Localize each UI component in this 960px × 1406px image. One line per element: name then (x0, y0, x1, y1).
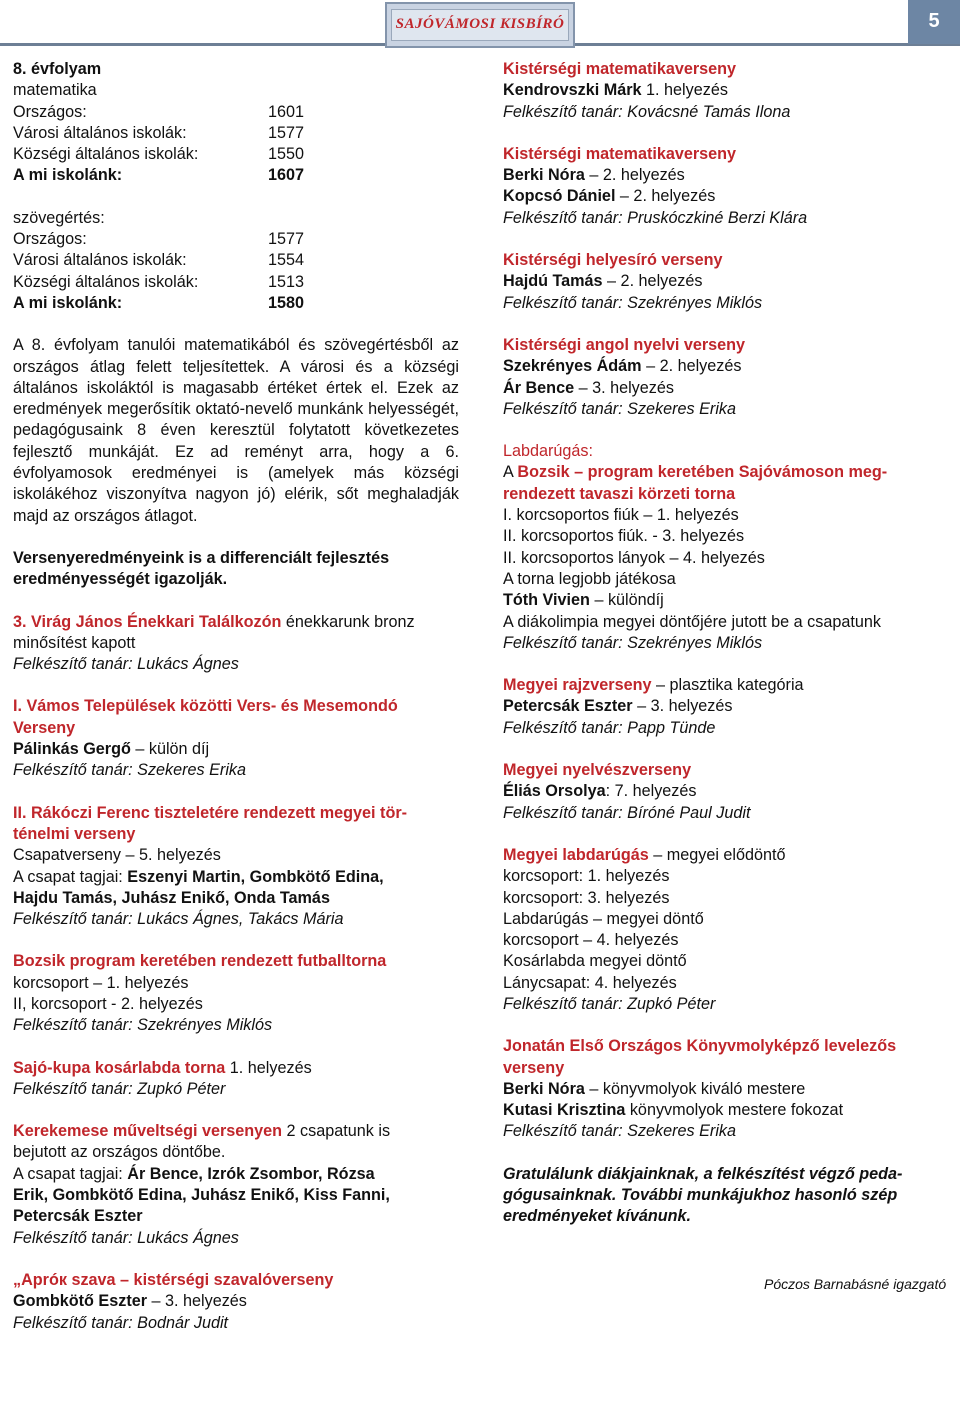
grade-title: 8. évfolyam (13, 60, 102, 78)
math-stats (13, 102, 459, 187)
stat-row-own-school: A mi iskolánk: 1607 (13, 166, 305, 185)
teacher-line: Felkészítő tanár: Lukács Ágnes (13, 1228, 239, 1247)
result-block: Kistérségi helyesíró verseny Hajdú Tamás – 2. helyezés Felkészítő tanár: Szekrényes Miklós (503, 250, 948, 314)
teacher-line: Felkészítő tanár: Bíróné Paul Judit (503, 803, 751, 822)
result-block: Jonatán Első Országos Könyvmolyképző levelezős verseny Berki Nóra – könyvmolyok kiváló mestere Kutasi Krisztina könyvmolyok mestere fokozat Felkészítő tanár: Szekeres Erika (503, 1036, 948, 1142)
teacher-line: Felkészítő tanár: Szekeres Erika (503, 399, 737, 418)
teacher-line: Felkészítő tanár: Szekrényes Miklós (503, 293, 763, 312)
stat-row: Országos: 1601 (13, 102, 305, 121)
result-block: Megyei rajzverseny – plasztika kategória Petercsák Eszter – 3. helyezés Felkészítő tanár: Papp Tünde (503, 675, 948, 739)
result-block: Bozsik program keretében rendezett futballtorna korcsoport – 1. helyezés II, korcsoport - 2. helyezés Felkészítő tanár: Szekrényes Miklós (13, 951, 459, 1036)
masthead-logo (385, 2, 575, 48)
right-column (503, 59, 948, 1228)
summary-paragraph: A 8. évfolyam tanulói matematikából és szövegértésből az országos átlag felett teljesítettek. A városi és a községi általános iskoláktól is magasabb értéket értek el. Ezek az eredmények megerősítik oktató-nevelő munkánk helyességét, pedagógusaink 8 éven keresztül folytatott következetes fejlesztő munkáját. Ez ad reményt arra, hogy a 6. évfolyamosok eredményei is (amelyek más községi iskolákéhoz viszonyítva nagyon jó) elérik, sőt meghaladják majd az országos átlagot. (13, 336, 459, 525)
teacher-line: Felkészítő tanár: Kovácsné Tamás Ilona (503, 102, 791, 121)
masthead-title: SAJÓVÁMOSI KISBÍRÓ (391, 9, 569, 41)
result-block: Megyei labdarúgás – megyei elődöntő korcsoport: 1. helyezés korcsoport: 3. helyezés Labdarúgás – megyei döntő korcsoport – 4. helyezés Kosárlabda megyei döntő Lánycsapat: 4. helyezés Felkészítő tanár: Zupkó Péter (503, 845, 948, 1015)
reading-stats (13, 229, 459, 314)
result-block: „Apróк szava – kistérségi szavalóverseny Gombkötő Eszter – 3. helyezés Felkészítő tanár: Bodnár Judit (13, 1270, 459, 1334)
teacher-line: Felkészítő tanár: Lukács Ágnes (13, 655, 239, 674)
section-heading: Labdarúgás: (503, 442, 594, 461)
left-column (13, 59, 459, 1334)
stat-row: Községi általános iskolák: 1513 (13, 272, 305, 291)
subject-reading: szövegértés: (13, 208, 105, 227)
bold-statement: Versenyeredményeink is a differenciált fejlesztés (13, 548, 390, 567)
teacher-line: Felkészítő tanár: Papp Tünde (503, 718, 716, 737)
result-block: 3. Virág János Énekkari Találkozón énekkarunk bronz minősítést kapott Felkészítő tanár: Lukács Ágnes (13, 612, 459, 676)
result-block: Kistérségi matematikaverseny Kendrovszki Márk 1. helyezés Felkészítő tanár: Kovácsné Tamás Ilona (503, 59, 948, 123)
teacher-line: Felkészítő tanár: Szekeres Erika (13, 761, 247, 780)
result-block: Megyei nyelvészverseny Éliás Orsolya: 7. helyezés Felkészítő tanár: Bíróné Paul Judit (503, 760, 948, 824)
result-block: Labdarúgás: A Bozsik – program keretében Sajóvámoson meg- rendezett tavaszi körzeti torna I. korcsoportos fiúk – 1. helyezés II. korcsoportos fiúk. - 3. helyezés II. korcsoportos lányok – 4. helyezés A torna legjobb játékosa Tóth Vivien – különdíj A diákolimpia megyei döntőjére jutott be a csapatunk Felkészítő tanár: Szekrényes Miklós (503, 441, 948, 654)
result-block: Kerekemese műveltségi versenyen 2 csapatunk is bejutott az országos döntőbe. A csapat tagjai: Ár Bence, Izrók Zsombor, Rózsa Erik, Gombkötő Edina, Juhász Enikő, Kiss Fanni, Petercsák Eszter Felkészítő tanár: Lukács Ágnes (13, 1121, 459, 1249)
result-block: Sajó-kupa kosárlabda torna 1. helyezés Felkészítő tanár: Zupkó Péter (13, 1058, 459, 1101)
teacher-line: Felkészítő tanár: Zupkó Péter (503, 994, 716, 1013)
subject-math: matematika (13, 81, 97, 100)
teacher-line: Felkészítő tanár: Bodnár Judit (13, 1313, 229, 1332)
stat-row: Községi általános iskolák: 1550 (13, 145, 305, 164)
result-block: I. Vámos Települések közötti Vers- és Mesemondó Verseny Pálinkás Gergő – külön díj Felkészítő tanár: Szekeres Erika (13, 696, 459, 781)
teacher-line: Felkészítő tanár: Pruskóczkiné Berzi Klára (503, 208, 808, 227)
bold-statement: eredményességét igazolják. (13, 570, 228, 589)
teacher-line: Felkészítő tanár: Szekrényes Miklós (503, 633, 763, 652)
teacher-line: Felkészítő tanár: Zupkó Péter (13, 1079, 226, 1098)
teacher-line: Felkészítő tanár: Szekrényes Miklós (13, 1016, 273, 1035)
signature: Póczos Barnabásné igazgató (764, 1276, 947, 1292)
teacher-line: Felkészítő tanár: Lukács Ágnes, Takács Mária (13, 910, 344, 929)
stat-row-own-school: A mi iskolánk: 1580 (13, 293, 305, 312)
result-block: Kistérségi angol nyelvi verseny Szekrényes Ádám – 2. helyezés Ár Bence – 3. helyezés Felkészítő tanár: Szekeres Erika (503, 335, 948, 420)
result-block: Kistérségi matematikaverseny Berki Nóra – 2. helyezés Kopcsó Dániel – 2. helyezés Felkészítő tanár: Pruskóczkiné Berzi Klára (503, 144, 948, 229)
page-number: 5 (908, 0, 960, 44)
stat-row: Városi általános iskolák: 1577 (13, 123, 305, 142)
result-block: II. Rákóczi Ferenc tiszteletére rendezett megyei tör- ténelmi verseny Csapatverseny – 5. helyezés A csapat tagjai: Eszenyi Martin, Gombkötő Edina, Hajdu Tamás, Juhász Enikő, Onda Tamás Felkészítő tanár: Lukács Ágnes, Takács Mária (13, 803, 459, 931)
stat-row: Városi általános iskolák: 1554 (13, 251, 305, 270)
stat-row: Országos: 1577 (13, 230, 305, 249)
teacher-line: Felkészítő tanár: Szekeres Erika (503, 1122, 737, 1141)
closing-paragraph: Gratulálunk diákjainknak, a felkészítést végző peda- gógusainknak. További munkájukhoz hasonló szép eredményeket kívánunk. (503, 1164, 903, 1226)
